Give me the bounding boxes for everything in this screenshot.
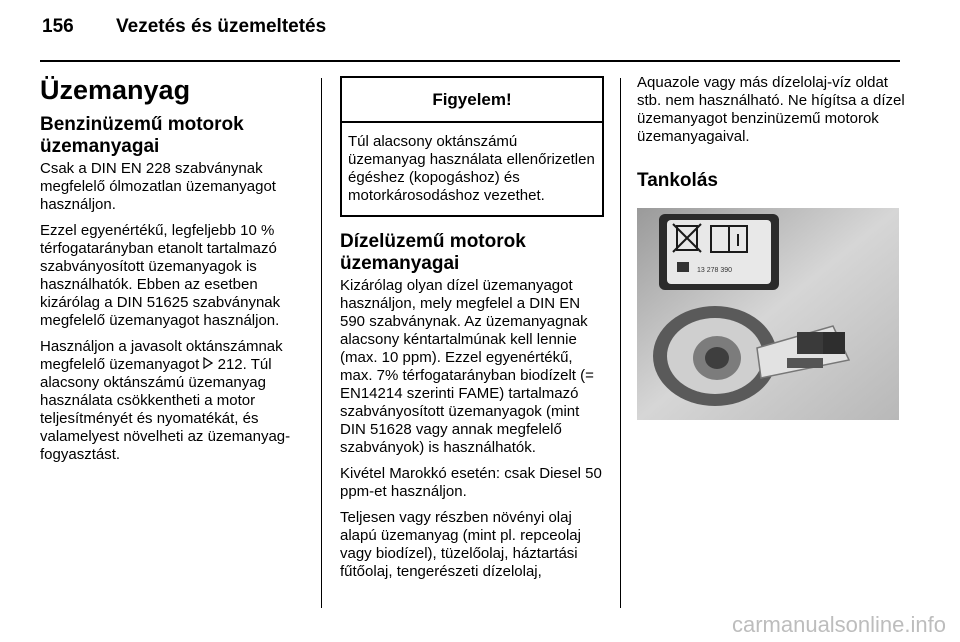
column-divider-2 [620, 78, 621, 608]
diesel-paragraph-2: Kivétel Marokkó esetén: csak Diesel 50 ppm-et használjon. [340, 465, 602, 500]
petrol-fuel-heading: Benzinüzemű motorok üzemanyagai [40, 114, 244, 157]
chapter-title: Üzemanyag [40, 75, 191, 105]
petrol-paragraph-3 [40, 338, 308, 464]
column-1 [40, 74, 308, 472]
diesel-fuel-heading: Dízelüzemű motorok üzemanyagai [340, 231, 526, 274]
warning-box [340, 76, 604, 217]
triangle-right-icon [203, 356, 213, 374]
warning-title: Figyelem! [342, 78, 602, 123]
warning-text: Túl alacsony oktánszámú üzemanyag használata ellenőrizetlen égéshez (kopogáshoz) és motorkárosodáshoz vezethet. [348, 133, 595, 204]
page-reference-link[interactable]: 212 [217, 356, 243, 373]
diesel-paragraph-1: Kizárólag olyan dízel üzemanyagot használjon, mely megfelel a DIN EN 590 szabványnak. Az üzemanyagnak alacsony kéntartalmúnak kell lennie (max. 10 ppm). Ezzel egyenértékű, max. 7% térfogatarányban biodízelt (= EN14214 szerinti FAME) tartalmazó szabványosított üzemanyagok (mint DIN 51628 vagy annak megfelelő szabványok) is használhatók. [340, 277, 594, 456]
diesel-paragraph-3: Teljesen vagy részben növényi olaj alapú üzemanyag (mint pl. repceolaj vagy biodízel), tüzelőolaj, háztartási fűtőolaj, tengerészeti dízelolaj, [340, 509, 581, 580]
paragraph-text: Használjon a javasolt oktánszámnak megfelelő üzemanyagot [40, 338, 283, 373]
refuelling-heading: Tankolás [637, 170, 718, 191]
column-divider-1 [321, 78, 322, 608]
fuel-filler-flap-photo [637, 208, 899, 420]
photo-label: 13 278 390 [697, 267, 733, 274]
paragraph-text: . Túl alacsony oktánszámú üzemanyag használata csökkentheti a motor teljesítményét és nyomatékát, és valamelyest növelheti az üzemanyag-fogyasztást. [40, 356, 291, 463]
column-3 [637, 74, 905, 420]
watermark-text: carmanualsonline.info [731, 612, 946, 637]
petrol-paragraph-2: Ezzel egyenértékű, legfeljebb 10 % térfogatarányban etanolt tartalmazó szabványosított üzemanyagok is használhatók. Ebben az esetben kizárólag a DIN 51625 szabványnak megfelelő üzemanyagot használjon. [40, 222, 281, 329]
page-number: 156 [42, 16, 74, 37]
petrol-paragraph-1: Csak a DIN EN 228 szabványnak megfelelő ólmozatlan üzemanyagot használjon. [40, 160, 276, 213]
section-title: Vezetés és üzemeltetés [116, 16, 327, 37]
diesel-paragraph-4: Aquazole vagy más dízelolaj-víz oldat stb. nem használható. Ne hígítsa a dízel üzemanyagot benzinüzemű motorok üzemanyagaival. [637, 74, 905, 145]
column-2 [340, 74, 604, 589]
header-rule [40, 60, 900, 62]
page-header [42, 16, 326, 38]
